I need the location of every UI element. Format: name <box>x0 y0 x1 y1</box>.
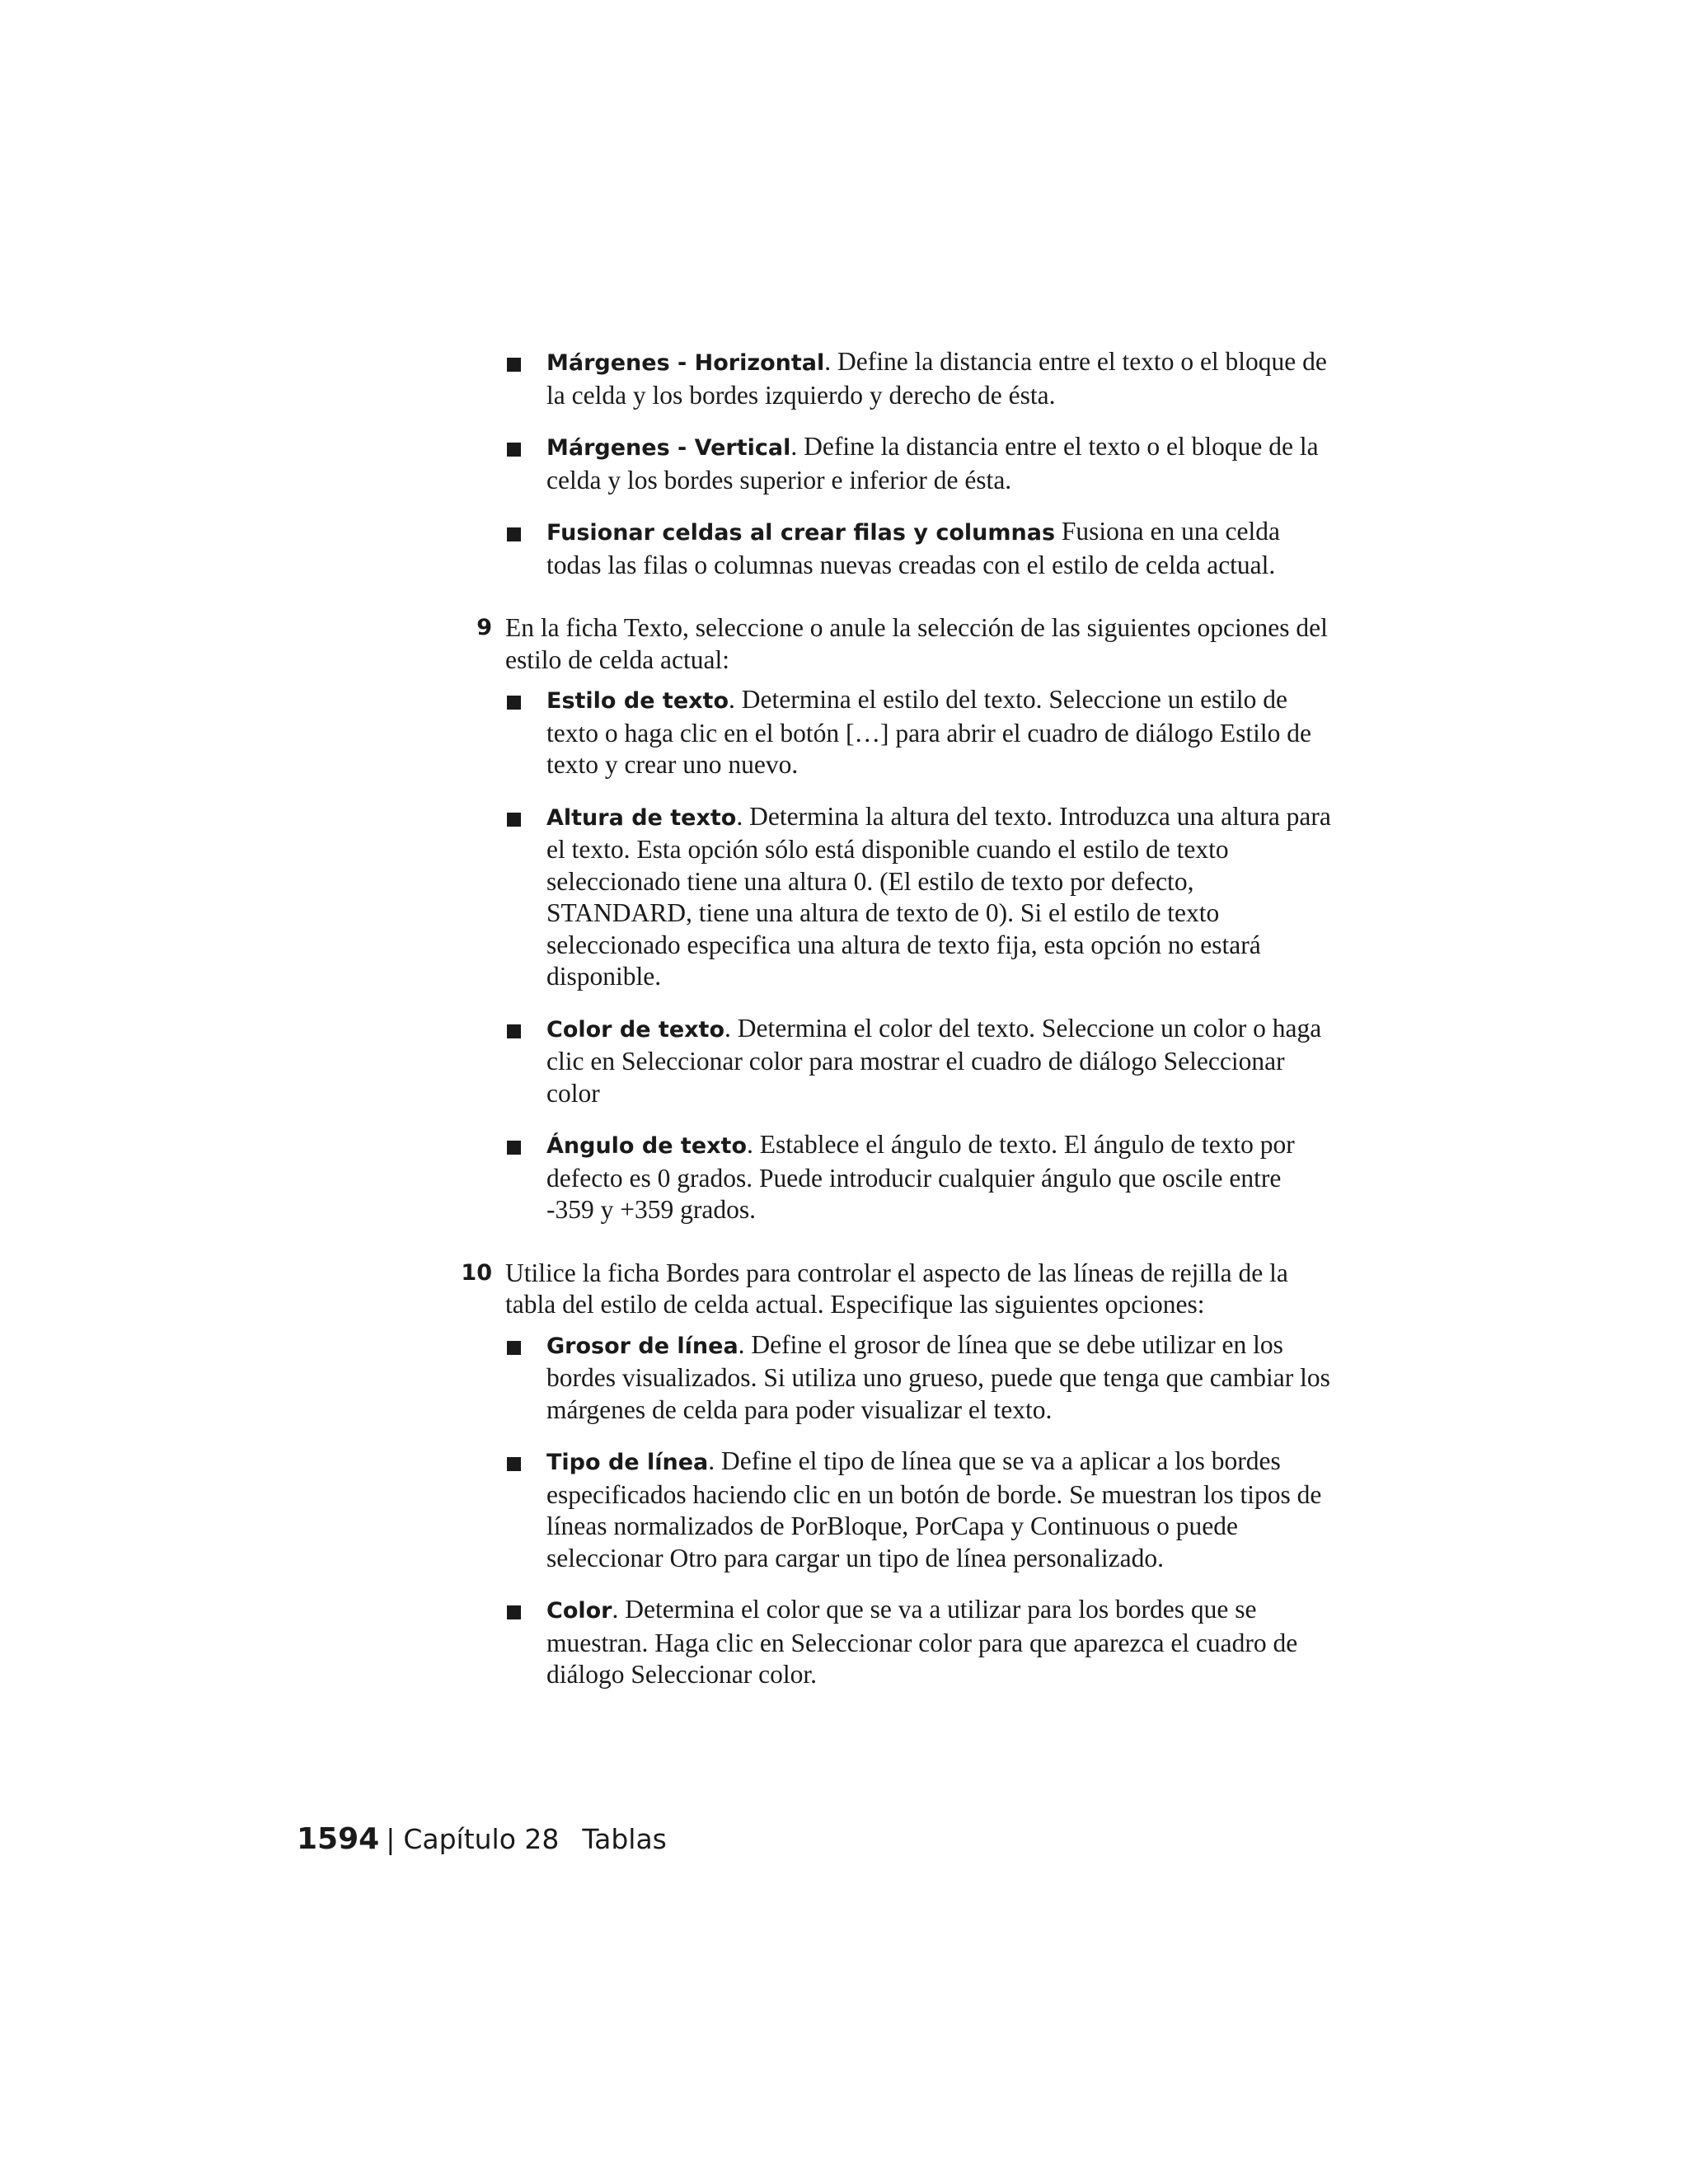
square-bullet-icon <box>507 1457 521 1471</box>
chapter-label: Capítulo 28 <box>403 1823 560 1855</box>
option-term: Color de texto <box>546 1016 725 1043</box>
page-footer <box>297 1823 667 1856</box>
option-description: Fusiona en una celda todas las filas o columnas nuevas creadas con el estilo de celda actual. <box>546 517 1280 579</box>
chapter-title: Tablas <box>582 1823 667 1855</box>
option-term: Márgenes - Horizontal <box>546 350 825 376</box>
step-bullet-list <box>505 1329 1331 1691</box>
option-description: . Determina el color que se va a utilizar para los bordes que se muestran. Haga clic en Seleccionar color para que aparezca el cuadro de diálogo Seleccionar color. <box>546 1595 1298 1689</box>
square-bullet-icon <box>507 813 521 827</box>
option-description: . Define la distancia entre el texto o el bloque de la celda y los bordes superior e inferior de ésta. <box>546 432 1319 494</box>
step-bullet-list <box>505 684 1331 1226</box>
square-bullet-icon <box>507 1605 521 1619</box>
list-item <box>505 684 1331 781</box>
option-term: Estilo de texto <box>546 688 729 714</box>
square-bullet-icon <box>507 696 521 710</box>
square-bullet-icon <box>507 1141 521 1155</box>
page-number: 1594 <box>297 1822 380 1856</box>
list-item <box>505 801 1331 993</box>
option-term: Ángulo de texto <box>546 1133 747 1159</box>
list-item <box>457 431 1331 496</box>
bullet-list-top <box>457 346 1331 581</box>
option-term: Tipo de línea <box>546 1450 709 1475</box>
option-description: . Establece el ángulo de texto. El ángulo de texto por defecto es 0 grados. Puede introducir cualquier ángulo que oscile entre -359 y +359 grados. <box>546 1130 1295 1224</box>
square-bullet-icon <box>507 443 521 457</box>
option-description: . Determina el color del texto. Seleccione un color o haga clic en Seleccionar color para mostrar el cuadro de diálogo Seleccionar color <box>546 1013 1322 1108</box>
option-description: . Determina la altura del texto. Introduzca una altura para el texto. Esta opción sólo está disponible cuando el estilo de texto seleccionado tiene una altura 0. (El estilo de texto por defecto, STANDARD, tiene una altura de texto de 0). Si el estilo de texto seleccionado especifica una altura de texto fija, esta opción no estará disponible. <box>546 801 1331 991</box>
option-description: . Define el grosor de línea que se debe utilizar en los bordes visualizados. Si utiliza uno grueso, puede que tenga que cambiar los márgenes de celda para poder visualizar el texto. <box>546 1329 1330 1424</box>
page-content <box>457 346 1331 1691</box>
option-description: . Define el tipo de línea que se va a aplicar a los bordes especificados haciendo clic en un botón de borde. Se muestran los tipos de líneas normalizados de PorBloque, PorCapa y Continuous o puede seleccionar Otro para cargar un tipo de línea personalizado. <box>546 1446 1322 1572</box>
step-number: 10 <box>461 1259 492 1286</box>
list-item <box>505 1594 1331 1691</box>
step-text: Utilice la ficha Bordes para controlar el aspecto de las líneas de rejilla de la tabla del estilo de celda actual. Especifique las siguientes opciones: <box>505 1258 1288 1319</box>
step-9 <box>457 612 1331 1226</box>
step-10 <box>457 1258 1331 1691</box>
option-term: Altura de texto <box>546 804 737 831</box>
step-text: En la ficha Texto, seleccione o anule la selección de las siguientes opciones del estilo de celda actual: <box>505 613 1328 674</box>
step-number: 9 <box>476 615 492 640</box>
list-item <box>505 1446 1331 1574</box>
list-item <box>505 1329 1331 1427</box>
option-description: . Define la distancia entre el texto o el bloque de la celda y los bordes izquierdo y derecho de ésta. <box>546 347 1327 410</box>
option-term: Fusionar celdas al crear filas y columnas <box>546 520 1056 546</box>
footer-separator: | <box>386 1823 396 1855</box>
option-term: Márgenes - Vertical <box>546 435 791 461</box>
list-item <box>457 346 1331 411</box>
list-item <box>457 516 1331 581</box>
square-bullet-icon <box>507 1341 521 1355</box>
square-bullet-icon <box>507 358 521 372</box>
option-term: Color <box>546 1598 612 1624</box>
list-item <box>505 1129 1331 1226</box>
option-description: . Determina el estilo del texto. Seleccione un estilo de texto o haga clic en el botón […] para abrir el cuadro de diálogo Estilo de texto y crear uno nuevo. <box>546 685 1312 779</box>
option-term: Grosor de línea <box>546 1333 738 1359</box>
list-item <box>505 1013 1331 1110</box>
square-bullet-icon <box>507 527 521 541</box>
square-bullet-icon <box>507 1024 521 1038</box>
